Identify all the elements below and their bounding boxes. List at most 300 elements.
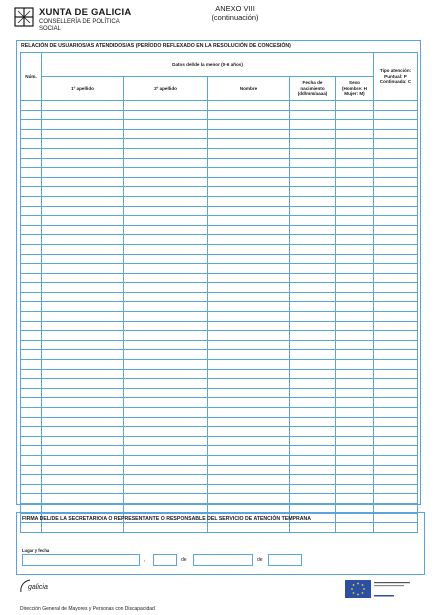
table-cell[interactable] (208, 312, 290, 322)
table-cell[interactable] (374, 168, 418, 178)
table-cell[interactable] (21, 110, 42, 120)
table-cell[interactable] (208, 139, 290, 149)
table-cell[interactable] (42, 129, 124, 139)
table-cell[interactable] (124, 187, 208, 197)
table-cell[interactable] (290, 494, 336, 504)
table-cell[interactable] (21, 388, 42, 398)
table-cell[interactable] (290, 101, 336, 111)
table-cell[interactable] (374, 187, 418, 197)
table-cell[interactable] (124, 379, 208, 389)
table-cell[interactable] (374, 455, 418, 465)
table-cell[interactable] (42, 436, 124, 446)
day-field[interactable] (153, 554, 177, 566)
table-cell[interactable] (124, 455, 208, 465)
table-cell[interactable] (208, 436, 290, 446)
table-cell[interactable] (42, 465, 124, 475)
table-cell[interactable] (42, 312, 124, 322)
table-cell[interactable] (208, 273, 290, 283)
table-cell[interactable] (124, 312, 208, 322)
table-cell[interactable] (124, 168, 208, 178)
table-cell[interactable] (290, 388, 336, 398)
table-cell[interactable] (208, 235, 290, 245)
table-cell[interactable] (290, 129, 336, 139)
table-cell[interactable] (21, 254, 42, 264)
table-cell[interactable] (208, 168, 290, 178)
table-cell[interactable] (21, 177, 42, 187)
table-cell[interactable] (290, 484, 336, 494)
table-cell[interactable] (42, 168, 124, 178)
table-cell[interactable] (124, 254, 208, 264)
table-cell[interactable] (336, 273, 374, 283)
table-cell[interactable] (290, 350, 336, 360)
table-cell[interactable] (336, 264, 374, 274)
table-cell[interactable] (336, 158, 374, 168)
table-cell[interactable] (42, 148, 124, 158)
table-cell[interactable] (374, 206, 418, 216)
table-cell[interactable] (374, 369, 418, 379)
table-cell[interactable] (208, 110, 290, 120)
table-cell[interactable] (374, 225, 418, 235)
table-cell[interactable] (21, 465, 42, 475)
table-cell[interactable] (290, 292, 336, 302)
table-cell[interactable] (336, 417, 374, 427)
table-cell[interactable] (290, 283, 336, 293)
table-cell[interactable] (336, 196, 374, 206)
table-cell[interactable] (290, 331, 336, 341)
table-cell[interactable] (208, 321, 290, 331)
table-cell[interactable] (336, 129, 374, 139)
table-cell[interactable] (290, 206, 336, 216)
table-cell[interactable] (374, 129, 418, 139)
table-cell[interactable] (208, 398, 290, 408)
table-cell[interactable] (42, 196, 124, 206)
table-cell[interactable] (42, 101, 124, 111)
table-cell[interactable] (290, 244, 336, 254)
table-cell[interactable] (336, 110, 374, 120)
table-cell[interactable] (21, 264, 42, 274)
table-cell[interactable] (42, 321, 124, 331)
table-cell[interactable] (208, 427, 290, 437)
table-cell[interactable] (336, 148, 374, 158)
table-cell[interactable] (336, 408, 374, 418)
table-cell[interactable] (290, 148, 336, 158)
table-cell[interactable] (21, 379, 42, 389)
table-cell[interactable] (21, 283, 42, 293)
table-cell[interactable] (124, 465, 208, 475)
table-cell[interactable] (124, 427, 208, 437)
table-cell[interactable] (21, 302, 42, 312)
table-cell[interactable] (42, 360, 124, 370)
table-cell[interactable] (208, 408, 290, 418)
table-cell[interactable] (42, 120, 124, 130)
table-cell[interactable] (374, 379, 418, 389)
table-cell[interactable] (336, 388, 374, 398)
table-cell[interactable] (124, 475, 208, 485)
table-cell[interactable] (290, 216, 336, 226)
table-cell[interactable] (374, 196, 418, 206)
table-cell[interactable] (21, 129, 42, 139)
table-cell[interactable] (374, 283, 418, 293)
table-cell[interactable] (374, 321, 418, 331)
table-cell[interactable] (208, 283, 290, 293)
table-cell[interactable] (336, 254, 374, 264)
table-cell[interactable] (208, 158, 290, 168)
table-cell[interactable] (42, 206, 124, 216)
table-cell[interactable] (124, 446, 208, 456)
table-cell[interactable] (21, 446, 42, 456)
table-cell[interactable] (336, 427, 374, 437)
table-cell[interactable] (374, 340, 418, 350)
table-cell[interactable] (374, 446, 418, 456)
table-cell[interactable] (290, 379, 336, 389)
table-cell[interactable] (124, 139, 208, 149)
table-row (21, 168, 418, 178)
table-cell[interactable] (374, 235, 418, 245)
table-cell[interactable] (124, 408, 208, 418)
table-cell[interactable] (42, 455, 124, 465)
table-cell[interactable] (374, 417, 418, 427)
table-cell[interactable] (290, 177, 336, 187)
table-cell[interactable] (290, 408, 336, 418)
table-cell[interactable] (336, 340, 374, 350)
table-cell[interactable] (336, 244, 374, 254)
table-cell[interactable] (208, 331, 290, 341)
table-cell[interactable] (336, 398, 374, 408)
table-cell[interactable] (208, 292, 290, 302)
table-cell[interactable] (374, 408, 418, 418)
table-cell[interactable] (374, 312, 418, 322)
table-cell[interactable] (290, 446, 336, 456)
table-cell[interactable] (208, 360, 290, 370)
table-cell[interactable] (21, 292, 42, 302)
table-cell[interactable] (374, 264, 418, 274)
table-cell[interactable] (374, 427, 418, 437)
table-cell[interactable] (290, 139, 336, 149)
table-cell[interactable] (124, 340, 208, 350)
table-cell[interactable] (290, 321, 336, 331)
table-cell[interactable] (336, 484, 374, 494)
table-cell[interactable] (21, 417, 42, 427)
table-cell[interactable] (124, 129, 208, 139)
table-cell[interactable] (208, 379, 290, 389)
table-cell[interactable] (336, 225, 374, 235)
table-cell[interactable] (21, 139, 42, 149)
table-cell[interactable] (290, 369, 336, 379)
table-cell[interactable] (374, 398, 418, 408)
table-cell[interactable] (290, 235, 336, 245)
table-cell[interactable] (21, 369, 42, 379)
table-cell[interactable] (42, 369, 124, 379)
table-cell[interactable] (21, 216, 42, 226)
table-cell[interactable] (21, 148, 42, 158)
table-cell[interactable] (290, 436, 336, 446)
table-cell[interactable] (21, 360, 42, 370)
table-cell[interactable] (21, 206, 42, 216)
table-cell[interactable] (208, 129, 290, 139)
table-cell[interactable] (42, 398, 124, 408)
table-cell[interactable] (290, 417, 336, 427)
table-cell[interactable] (290, 475, 336, 485)
table-cell[interactable] (21, 273, 42, 283)
table-cell[interactable] (21, 120, 42, 130)
table-cell[interactable] (290, 427, 336, 437)
table-cell[interactable] (374, 494, 418, 504)
table-cell[interactable] (21, 475, 42, 485)
table-cell[interactable] (21, 312, 42, 322)
table-cell[interactable] (124, 436, 208, 446)
table-cell[interactable] (42, 139, 124, 149)
table-cell[interactable] (21, 427, 42, 437)
table-cell[interactable] (208, 340, 290, 350)
table-cell[interactable] (374, 436, 418, 446)
table-cell[interactable] (208, 177, 290, 187)
table-cell[interactable] (290, 254, 336, 264)
table-cell[interactable] (21, 101, 42, 111)
place-field[interactable] (22, 554, 140, 566)
table-cell[interactable] (336, 206, 374, 216)
table-cell[interactable] (124, 369, 208, 379)
table-cell[interactable] (374, 484, 418, 494)
table-cell[interactable] (336, 187, 374, 197)
table-cell[interactable] (374, 120, 418, 130)
table-cell[interactable] (208, 196, 290, 206)
table-cell[interactable] (124, 244, 208, 254)
table-cell[interactable] (208, 388, 290, 398)
table-cell[interactable] (208, 484, 290, 494)
table-cell[interactable] (42, 283, 124, 293)
table-cell[interactable] (290, 158, 336, 168)
table-cell[interactable] (21, 158, 42, 168)
table-cell[interactable] (208, 494, 290, 504)
table-cell[interactable] (21, 196, 42, 206)
table-cell[interactable] (290, 225, 336, 235)
table-cell[interactable] (21, 225, 42, 235)
table-cell[interactable] (124, 101, 208, 111)
table-cell[interactable] (336, 446, 374, 456)
table-cell[interactable] (42, 177, 124, 187)
table-cell[interactable] (21, 408, 42, 418)
table-cell[interactable] (374, 273, 418, 283)
table-cell[interactable] (124, 148, 208, 158)
table-cell[interactable] (208, 369, 290, 379)
table-cell[interactable] (42, 388, 124, 398)
table-cell[interactable] (208, 465, 290, 475)
table-cell[interactable] (208, 264, 290, 274)
table-cell[interactable] (374, 475, 418, 485)
table-cell[interactable] (336, 120, 374, 130)
table-cell[interactable] (21, 455, 42, 465)
table-cell[interactable] (208, 225, 290, 235)
table-cell[interactable] (208, 206, 290, 216)
table-cell[interactable] (124, 235, 208, 245)
table-cell[interactable] (124, 321, 208, 331)
table-cell[interactable] (124, 196, 208, 206)
table-cell[interactable] (290, 302, 336, 312)
table-cell[interactable] (124, 350, 208, 360)
table-cell[interactable] (21, 235, 42, 245)
table-cell[interactable] (374, 148, 418, 158)
table-cell[interactable] (42, 350, 124, 360)
table-cell[interactable] (290, 465, 336, 475)
table-cell[interactable] (374, 101, 418, 111)
table-cell[interactable] (124, 225, 208, 235)
table-cell[interactable] (208, 417, 290, 427)
table-cell[interactable] (42, 216, 124, 226)
table-cell[interactable] (208, 350, 290, 360)
table-cell[interactable] (290, 398, 336, 408)
table-cell[interactable] (336, 455, 374, 465)
table-cell[interactable] (208, 254, 290, 264)
table-cell[interactable] (21, 350, 42, 360)
table-cell[interactable] (42, 225, 124, 235)
table-cell[interactable] (374, 177, 418, 187)
table-cell[interactable] (290, 120, 336, 130)
table-cell[interactable] (336, 350, 374, 360)
table-cell[interactable] (208, 101, 290, 111)
table-cell[interactable] (124, 388, 208, 398)
table-cell[interactable] (374, 158, 418, 168)
table-cell[interactable] (42, 475, 124, 485)
table-cell[interactable] (290, 455, 336, 465)
table-cell[interactable] (208, 148, 290, 158)
year-field[interactable] (268, 554, 302, 566)
table-cell[interactable] (42, 484, 124, 494)
table-cell[interactable] (374, 110, 418, 120)
table-cell[interactable] (42, 427, 124, 437)
table-cell[interactable] (21, 244, 42, 254)
table-cell[interactable] (336, 379, 374, 389)
table-cell[interactable] (208, 187, 290, 197)
table-cell[interactable] (124, 264, 208, 274)
table-cell[interactable] (336, 216, 374, 226)
table-cell[interactable] (208, 302, 290, 312)
table-cell[interactable] (336, 283, 374, 293)
table-cell[interactable] (374, 302, 418, 312)
table-cell[interactable] (374, 360, 418, 370)
table-cell[interactable] (42, 187, 124, 197)
table-cell[interactable] (336, 312, 374, 322)
table-cell[interactable] (42, 110, 124, 120)
table-cell[interactable] (124, 110, 208, 120)
table-cell[interactable] (124, 398, 208, 408)
table-cell[interactable] (42, 417, 124, 427)
table-cell[interactable] (374, 139, 418, 149)
table-cell[interactable] (21, 484, 42, 494)
table-cell[interactable] (21, 331, 42, 341)
table-cell[interactable] (42, 158, 124, 168)
table-cell[interactable] (124, 120, 208, 130)
table-cell[interactable] (124, 283, 208, 293)
table-cell[interactable] (336, 235, 374, 245)
table-cell[interactable] (124, 331, 208, 341)
table-cell[interactable] (42, 235, 124, 245)
table-cell[interactable] (336, 292, 374, 302)
table-cell[interactable] (374, 465, 418, 475)
table-cell[interactable] (42, 292, 124, 302)
table-cell[interactable] (374, 350, 418, 360)
table-cell[interactable] (124, 206, 208, 216)
table-cell[interactable] (124, 417, 208, 427)
table-cell[interactable] (42, 244, 124, 254)
table-cell[interactable] (374, 216, 418, 226)
table-cell[interactable] (21, 187, 42, 197)
table-cell[interactable] (42, 446, 124, 456)
table-cell[interactable] (290, 360, 336, 370)
table-cell[interactable] (124, 273, 208, 283)
table-cell[interactable] (336, 360, 374, 370)
table-cell[interactable] (374, 292, 418, 302)
table-cell[interactable] (124, 360, 208, 370)
table-cell[interactable] (336, 177, 374, 187)
table-cell[interactable] (336, 139, 374, 149)
table-cell[interactable] (290, 187, 336, 197)
table-cell[interactable] (374, 331, 418, 341)
table-cell[interactable] (374, 244, 418, 254)
table-cell[interactable] (336, 331, 374, 341)
table-cell[interactable] (336, 465, 374, 475)
table-cell[interactable] (336, 494, 374, 504)
table-cell[interactable] (42, 302, 124, 312)
table-cell[interactable] (208, 216, 290, 226)
table-cell[interactable] (336, 302, 374, 312)
table-cell[interactable] (336, 101, 374, 111)
table-cell[interactable] (336, 321, 374, 331)
table-cell[interactable] (124, 216, 208, 226)
table-cell[interactable] (290, 340, 336, 350)
table-cell[interactable] (336, 436, 374, 446)
table-cell[interactable] (124, 494, 208, 504)
table-cell[interactable] (374, 254, 418, 264)
month-field[interactable] (193, 554, 253, 566)
table-cell[interactable] (21, 398, 42, 408)
table-cell[interactable] (336, 168, 374, 178)
table-cell[interactable] (374, 388, 418, 398)
table-cell[interactable] (21, 340, 42, 350)
table-cell[interactable] (124, 158, 208, 168)
table-cell[interactable] (208, 455, 290, 465)
table-cell[interactable] (42, 273, 124, 283)
table-cell[interactable] (208, 120, 290, 130)
table-cell[interactable] (124, 302, 208, 312)
table-cell[interactable] (21, 436, 42, 446)
table-cell[interactable] (290, 196, 336, 206)
table-cell[interactable] (290, 312, 336, 322)
table-row (21, 254, 418, 264)
table-cell[interactable] (42, 408, 124, 418)
table-cell[interactable] (290, 168, 336, 178)
table-cell[interactable] (42, 379, 124, 389)
table-cell[interactable] (42, 340, 124, 350)
table-cell[interactable] (290, 273, 336, 283)
table-cell[interactable] (42, 331, 124, 341)
table-cell[interactable] (336, 369, 374, 379)
table-cell[interactable] (124, 292, 208, 302)
table-cell[interactable] (208, 446, 290, 456)
table-cell[interactable] (290, 264, 336, 274)
table-cell[interactable] (21, 321, 42, 331)
table-cell[interactable] (336, 475, 374, 485)
table-cell[interactable] (42, 264, 124, 274)
table-cell[interactable] (208, 244, 290, 254)
table-cell[interactable] (42, 254, 124, 264)
table-cell[interactable] (21, 494, 42, 504)
table-cell[interactable] (208, 475, 290, 485)
table-cell[interactable] (21, 168, 42, 178)
table-cell[interactable] (124, 177, 208, 187)
table-cell[interactable] (124, 484, 208, 494)
table-cell[interactable] (290, 110, 336, 120)
table-cell[interactable] (42, 494, 124, 504)
